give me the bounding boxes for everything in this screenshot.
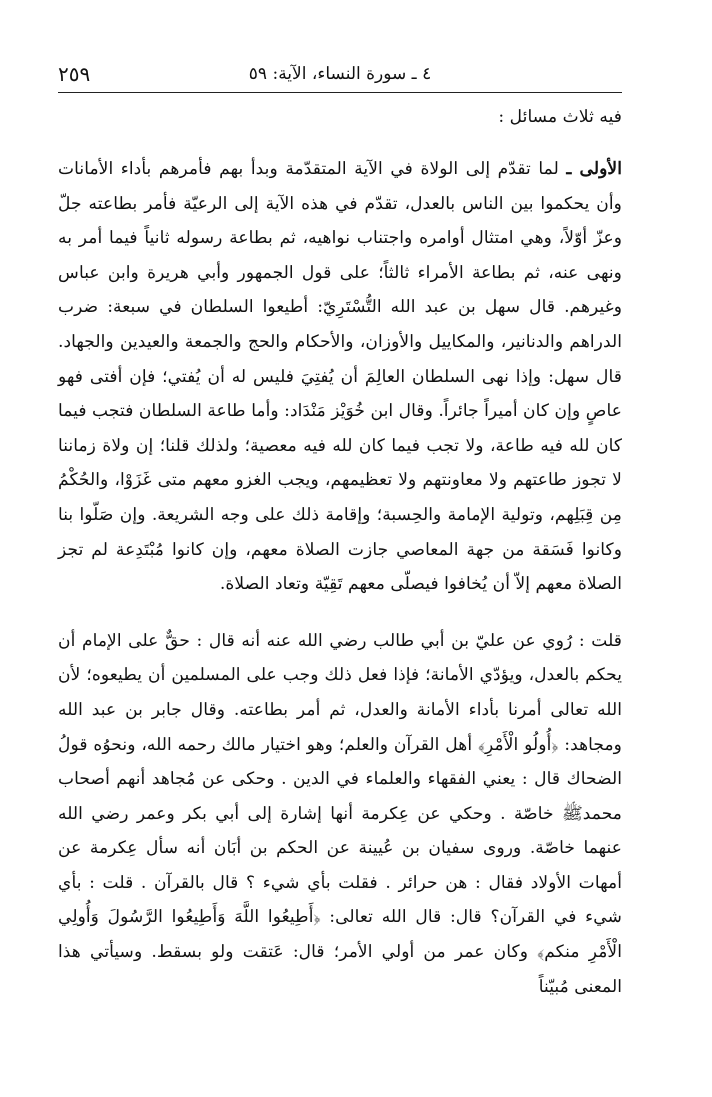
paragraph-text: قلت : رُوي عن عليّ بن أبي طالب رضي الله عنه أنه قال : حقٌّ على الإمام أن يحكم بالعدل، ويؤدّي الأمانة؛ فإذا فعل ذلك وجب على المسلمين أن يطيعوه؛ لأن الله تعالى أمرنا بأداء الأمانة والعدل، ثم أمر بطاعته. وقال جابر بن عبد الله ومجاهد: ﴿أُولُو الْأَمْرِ﴾ أهل القرآن والعلم؛ وهو اختيار مالك رحمه الله، ونحوُه قولُ الضحاك قال : يعني الفقهاء والعلماء في الدين . وحكى عن مُجاهد أنهم أصحاب محمدﷺ خاصّة . وحكي عن عِكرمة أنها إشارة إلى أبي بكر وعمر رضي الله عنهما خاصّة. وروى سفيان بن عُيينة عن الحكم بن أبَان أنه سأل عِكرمة عن أمهات الأولاد فقال : هن حرائر . فقلت بأي شيء ؟ قال بالقرآن . قلت : بأي شيء في القرآن؟ قال: قال الله تعالى: ﴿أَطِيعُوا اللَّهَ وَأَطِيعُوا الرَّسُولَ وَأُولِي الْأَمْرِ منكم﴾ وكان عمر من أولي الأمر؛ قال: عَتقت ولو بسقط. وسيأتي هذا المعنى مُبيّناً bbox=[58, 630, 622, 997]
paragraph-first-issue bbox=[58, 152, 622, 602]
paragraph-lead: الأولى ـ bbox=[566, 159, 622, 179]
page-header bbox=[58, 58, 622, 93]
intro-line: فيه ثلاث مسائل : bbox=[498, 107, 622, 127]
paragraph-commentary bbox=[58, 624, 622, 1005]
paragraph-text: لما تقدّم إلى الولاة في الآية المتقدّمة وبدأ بهم فأمرهم بأداء الأمانات وأن يحكموا بين الناس بالعدل، تقدّم في هذه الآية إلى الرعيّة فأمر بطاعته جلّ وعزّ أوّلاً، وهي امتثال أوامره واجتناب نواهيه، ثم بطاعة رسوله ثانياً فيما أمر به ونهى عنه، ثم بطاعة الأمراء ثالثاً؛ على قول الجمهور وأبي هريرة وابن عباس وغيرهم. قال سهل بن عبد الله التُّسْتَرِيّ: أطيعوا السلطان في سبعة: ضرب الدراهم والدنانير، والمكاييل والأوزان، والأحكام والحج والجمعة والعيدين والجهاد. قال سهل: وإذا نهى السلطان العالِمَ أن يُفتِيَ فليس له أن يُفتي؛ فإن أفتى فهو عاصٍ وإن كان أميراً جائراً. وقال ابن خُوَيْز مَنْدَاد: وأما طاعة السلطان فتجب فيما كان لله فيه طاعة، ولا تجب فيما كان لله فيه معصية؛ ولذلك قلنا؛ إن ولاة زماننا لا تجوز طاعتهم ولا معاونتهم ولا تعظيمهم، ويجب الغزو معهم متى غَزَوْا، والحُكْمُ مِن قِبَلِهم، وتولية الإمامة والحِسبة؛ وإقامة ذلك على وجه الشريعة. وإن صَلّوا بنا وكانوا فَسَقة من جهة المعاصي جازت الصلاة معهم، وإن كانوا مُبْتَدِعة لم تجز الصلاة معهم إلاّ أن يُخافوا فيصلّى معهم تَقِيّة وتعاد الصلاة. bbox=[58, 159, 622, 595]
body-text bbox=[58, 100, 622, 1022]
page-number: ٢٥٩ bbox=[58, 62, 91, 86]
running-title: ٤ ـ سورة النساء، الآية: ٥٩ bbox=[248, 64, 432, 84]
